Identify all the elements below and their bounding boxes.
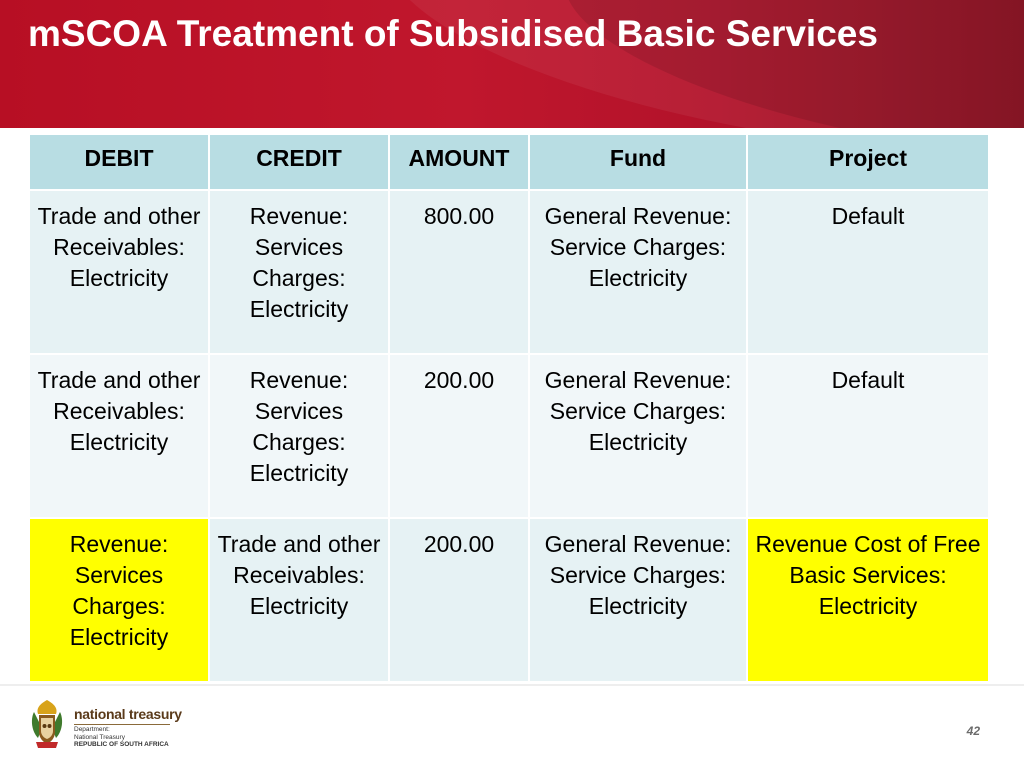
cell-project-highlighted: Revenue Cost of Free Basic Services: Electricity	[747, 518, 989, 682]
journal-table-container	[28, 133, 988, 683]
title-banner	[0, 0, 1024, 128]
logo-department-text	[74, 726, 169, 749]
cell-debit-highlighted: Revenue: Services Charges: Electricity	[29, 518, 209, 682]
dept-line-3: REPUBLIC OF SOUTH AFRICA	[74, 741, 169, 748]
cell-fund: General Revenue: Service Charges: Electricity	[529, 354, 747, 518]
journal-table	[28, 133, 990, 683]
coat-of-arms-icon	[28, 698, 66, 750]
cell-project: Default	[747, 354, 989, 518]
logo-underline	[74, 724, 170, 725]
header-credit: CREDIT	[209, 134, 389, 190]
dept-line-2: National Treasury	[74, 733, 125, 741]
footer-divider	[0, 684, 1024, 686]
header-project: Project	[747, 134, 989, 190]
table-header-row	[29, 134, 989, 190]
table-row-highlighted	[29, 518, 989, 682]
page-number: 42	[966, 724, 980, 738]
slide-title: mSCOA Treatment of Subsidised Basic Services	[28, 13, 878, 54]
cell-project: Default	[747, 190, 989, 354]
header-fund: Fund	[529, 134, 747, 190]
cell-debit: Trade and other Receivables: Electricity	[29, 354, 209, 518]
table-row	[29, 354, 989, 518]
table-row	[29, 190, 989, 354]
cell-amount: 800.00	[389, 190, 529, 354]
cell-credit: Trade and other Receivables: Electricity	[209, 518, 389, 682]
cell-amount: 200.00	[389, 518, 529, 682]
header-debit: DEBIT	[29, 134, 209, 190]
cell-credit: Revenue: Services Charges: Electricity	[209, 190, 389, 354]
cell-amount: 200.00	[389, 354, 529, 518]
dept-line-1: Department:	[74, 726, 110, 733]
header-amount: AMOUNT	[389, 134, 529, 190]
national-treasury-logo	[28, 698, 188, 754]
cell-credit: Revenue: Services Charges: Electricity	[209, 354, 389, 518]
cell-debit: Trade and other Receivables: Electricity	[29, 190, 209, 354]
cell-fund: General Revenue: Service Charges: Electricity	[529, 190, 747, 354]
logo-wordmark: national treasury	[74, 706, 182, 722]
cell-fund: General Revenue: Service Charges: Electricity	[529, 518, 747, 682]
